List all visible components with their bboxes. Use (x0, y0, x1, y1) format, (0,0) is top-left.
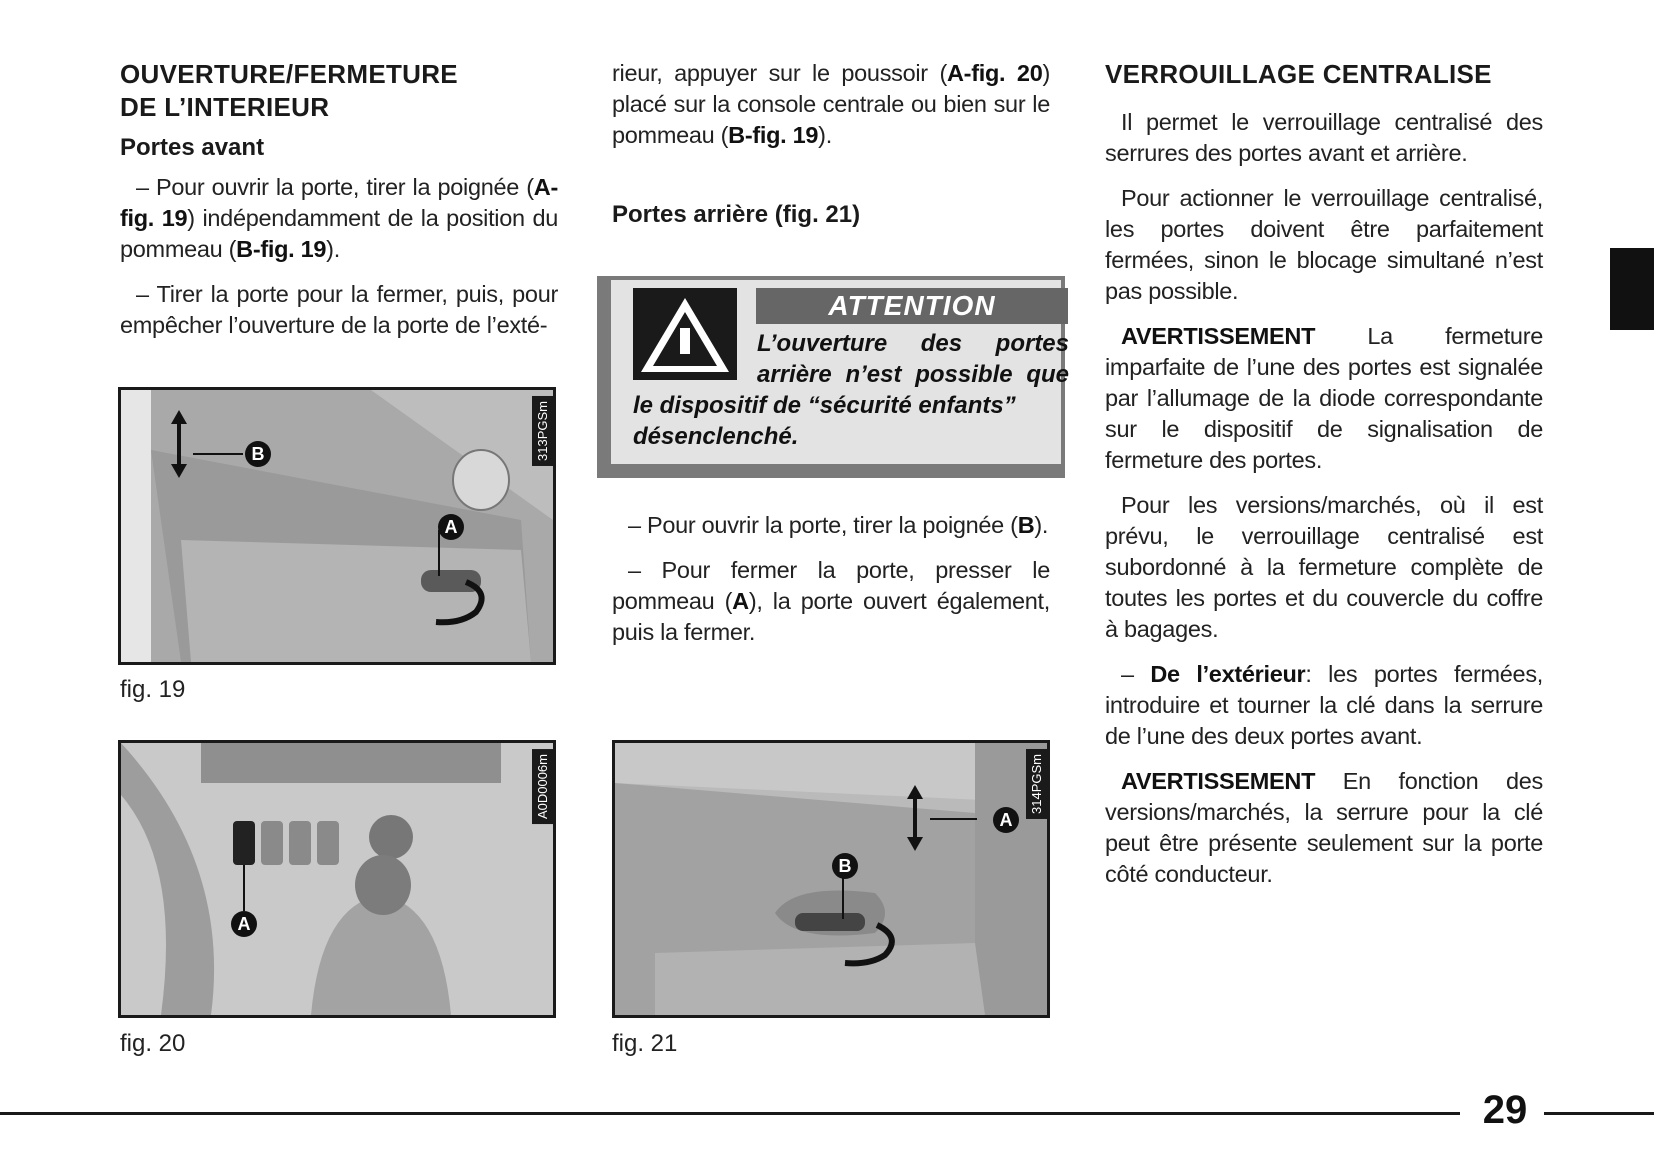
figure-code: A0D0006m (532, 749, 553, 824)
figure-code: 314PGSm (1026, 749, 1047, 819)
column-2 (612, 58, 1050, 239)
callout-a: A (438, 514, 464, 540)
warning-title: ATTENTION (756, 288, 1068, 324)
column-1 (120, 58, 558, 355)
figure-19-caption: fig. 19 (120, 676, 186, 703)
section-heading-central-locking: VERROUILLAGE CENTRALISE (1105, 59, 1492, 89)
column-2-lower (612, 510, 1050, 662)
console-illustration (121, 743, 553, 1015)
rear-door-illustration (615, 743, 1047, 1015)
warning-line-2: arrière n’est possible que (757, 361, 1069, 388)
column-3 (1105, 58, 1543, 904)
paragraph-central-activate: Pour actionner le verrouillage centralisé, les portes doivent être parfaitement fermées, sinon le blocage simultané n’est pas possible. (1105, 185, 1543, 304)
figure-19-image (118, 387, 556, 665)
heading-line-1: OUVERTURE/FERMETURE (120, 59, 458, 89)
callout-a: A (231, 911, 257, 937)
subheading-front-doors: Portes avant (120, 134, 265, 161)
callout-a: A (993, 807, 1019, 833)
figure-code: 313PGSm (532, 396, 553, 466)
callout-b: B (832, 853, 858, 879)
front-door-illustration (121, 390, 553, 662)
paragraph-close-rear: – Pour fermer la porte, presser le pommeau (A), la porte ouvert également, puis la fermer. (612, 557, 1051, 645)
paragraph-central-intro: Il permet le verrouillage centralisé des serrures des portes avant et arrière. (1105, 109, 1543, 166)
warning-box (597, 276, 1069, 478)
callout-b: B (245, 441, 271, 467)
paragraph-open-front: – Pour ouvrir la porte, tirer la poignée (A-fig. 19) indépendamment de la position du pommeau (B-fig. 19). (120, 174, 558, 262)
footer-rule-right (1544, 1112, 1654, 1115)
chapter-tab-marker (1610, 248, 1654, 330)
paragraph-close-front: – Tirer la porte pour la fermer, puis, pour empêcher l’ouverture de la porte de l’exté- (120, 281, 558, 338)
page-number: 29 (1482, 1088, 1528, 1132)
figure-21-image (612, 740, 1050, 1018)
paragraph-versions: Pour les versions/marchés, où il est prévu, le verrouillage centralisé est subordonné à la fermeture complète de toutes les portes et du couvercle du coffre à bagages. (1105, 492, 1543, 642)
paragraph-warning-lock: AVERTISSEMENT En fonction des versions/marchés, la serrure pour la clé peut être présente seulement sur la porte côté conducteur. (1105, 768, 1543, 887)
paragraph-warning-diode: AVERTISSEMENT La fermeture imparfaite de l’une des portes est signalée par l’allumage de la diode correspondante sur le dispositif de signalisation de fermeture des portes. (1105, 323, 1543, 473)
figure-20-image (118, 740, 556, 1018)
warning-text (633, 328, 1069, 452)
figure-21-caption: fig. 21 (612, 1030, 678, 1057)
heading-line-2: DE L’INTERIEUR (120, 92, 330, 122)
figure-20-caption: fig. 20 (120, 1030, 186, 1057)
subheading-rear-doors: Portes arrière (fig. 21) (612, 201, 861, 228)
section-heading-interior (120, 58, 558, 124)
warning-line-4: désenclenché. (633, 423, 799, 450)
warning-panel (611, 280, 1069, 464)
warning-line-1: L’ouverture des portes (757, 330, 1069, 357)
paragraph-outside: – De l’extérieur: les portes fermées, introduire et tourner la clé dans la serrure de l’une des deux portes avant. (1105, 661, 1543, 749)
footer-rule-left (0, 1112, 1460, 1115)
paragraph-continued: rieur, appuyer sur le poussoir (A-fig. 20) placé sur la console centrale ou bien sur le pommeau (B-fig. 19). (612, 60, 1050, 148)
warning-line-3: le dispositif de “sécurité enfants” (633, 392, 1016, 419)
paragraph-open-rear: – Pour ouvrir la porte, tirer la poignée (B). (628, 512, 1049, 538)
